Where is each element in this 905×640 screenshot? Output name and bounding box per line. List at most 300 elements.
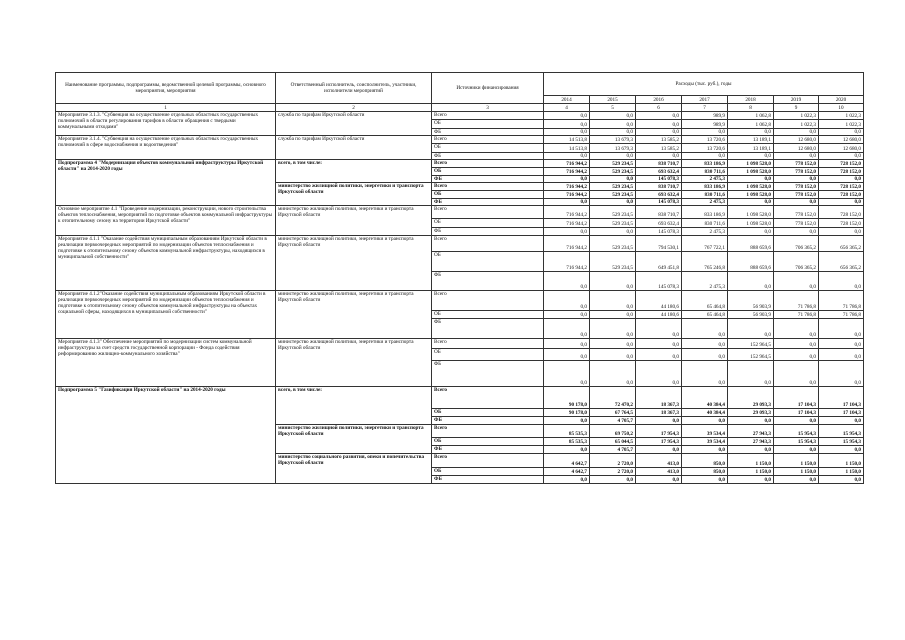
value-cell: 830 711,6 [682,191,728,199]
funding-source-cell: ФБ [432,176,544,183]
value-cell: 0,0 [544,339,590,349]
value-cell: 39 534,4 [682,438,728,446]
value-cell: 39 534,4 [682,425,728,438]
value-cell: 12 680,0 [819,136,864,144]
column-index: 4 [544,104,590,112]
value-cell: 0,0 [590,339,636,349]
executor-cell: министерство жилищной политики, энергетики и транспорта Иркутской области [276,183,432,206]
funding-source-cell: Всего [432,206,544,219]
finance-table [55,72,864,484]
value-cell: 0,0 [544,199,590,206]
value-cell: 888 659,6 [728,236,774,252]
value-cell: 0,0 [590,361,636,387]
funding-source-cell: Всего [432,160,544,168]
value-cell: 2 720,0 [590,468,636,476]
value-cell: 0,0 [590,291,636,311]
program-name-cell: Мероприятие 4.1.3" Обеспечение мероприятий по модернизации систем коммунальной инфраструктуры за счет средств государственной корпорации - Фонда содействия реформированию жилищно-коммунального хозяйства" [56,339,276,387]
value-cell: 0,0 [590,199,636,206]
value-cell: 850,0 [682,468,728,476]
value-cell: 0,0 [728,476,774,484]
value-cell: 0,0 [819,446,864,454]
value-cell: 152 964,5 [728,349,774,361]
value-cell: 90 178,0 [544,387,590,409]
value-cell: 15 954,3 [819,438,864,446]
value-cell: 4 705,7 [590,446,636,454]
header-name: Наименование программы, подпрограммы, ведомственной целевой программы, основного мероприятия, мероприятия [56,73,276,104]
value-cell: 1 098 528,0 [728,191,774,199]
column-index: 5 [590,104,636,112]
value-cell: 0,0 [682,153,728,160]
value-cell: 1 150,0 [728,468,774,476]
value-cell: 18 367,3 [636,387,682,409]
value-cell: 0,0 [774,176,819,183]
value-cell: 71 786,8 [774,291,819,311]
value-cell: 1 150,0 [819,454,864,468]
executor-cell: министерство жилищной политики, энергетики и транспорта Иркутской области [276,291,432,339]
program-name-cell: Основное мероприятие 4.1 "Проведение модернизации, реконструкции, нового строительства объектов теплоснабжения, мероприятий по подготовке объектов коммунальной инфраструктуры к отопительному сезону на территории Иркутской области" [56,206,276,236]
funding-source-cell: Всего [432,339,544,349]
value-cell: 0,0 [544,319,590,339]
value-cell: 0,0 [544,176,590,183]
funding-source-cell: Всего [432,112,544,120]
funding-source-cell: ФБ [432,417,544,425]
funding-source-cell: ФБ [432,361,544,387]
funding-source-cell: Всего [432,236,544,252]
funding-source-cell: ФБ [432,476,544,484]
value-cell: 706 365,2 [774,252,819,272]
value-cell: 0,0 [682,476,728,484]
funding-source-cell: Всего [432,291,544,311]
value-cell: 778 152,0 [774,191,819,199]
value-cell: 778 152,0 [774,160,819,168]
value-cell: 85 535,3 [544,425,590,438]
funding-source-cell: ОБ [432,219,544,228]
value-cell: 989,9 [682,120,728,129]
value-cell: 0,0 [819,153,864,160]
value-cell: 0,0 [728,417,774,425]
column-index: 10 [819,104,864,112]
value-cell: 656 365,2 [819,252,864,272]
value-cell: 0,0 [544,153,590,160]
value-cell: 0,0 [682,129,728,136]
funding-source-cell: ФБ [432,272,544,291]
value-cell: 0,0 [819,339,864,349]
value-cell: 17 104,3 [819,409,864,417]
value-cell: 0,0 [590,153,636,160]
executor-cell: министерство жилищной политики, энергетики и транспорта Иркутской области [276,425,432,454]
executor-cell: министерство жилищной политики, энергетики и транспорта Иркутской области [276,339,432,387]
value-cell: 13 585,2 [636,136,682,144]
value-cell: 716 944,2 [544,183,590,191]
value-cell: 0,0 [774,129,819,136]
value-cell: 1 150,0 [819,468,864,476]
value-cell: 693 632,4 [636,168,682,176]
value-cell: 12 680,0 [819,144,864,153]
value-cell: 0,0 [728,361,774,387]
value-cell: 529 234,5 [590,160,636,168]
value-cell: 0,0 [590,319,636,339]
value-cell: 833 186,9 [682,206,728,219]
value-cell: 767 722,1 [682,236,728,252]
value-cell: 716 944,2 [544,236,590,252]
value-cell: 17 104,3 [774,387,819,409]
value-cell: 0,0 [774,153,819,160]
value-cell: 649 451,8 [636,252,682,272]
value-cell: 145 078,3 [636,228,682,236]
program-name-cell: Мероприятие 4.1.2"Оказание содействия муниципальным образованиям Иркутской области в реализации первоочередных мероприятий по модернизации объектов теплоснабжения и подготовке к отопительному сезону объектов коммунальной инфраструктуры на объектах социальной сферы, находящихся в муниципальной собственности" [56,291,276,339]
finance-table-sheet [55,72,863,484]
value-cell: 27 943,3 [728,425,774,438]
value-cell: 65 464,8 [682,311,728,319]
value-cell: 0,0 [774,349,819,361]
value-cell: 17 104,3 [819,387,864,409]
value-cell: 838 710,7 [636,160,682,168]
table-row [56,206,864,219]
value-cell: 1 098 528,0 [728,168,774,176]
header-year: 2016 [636,96,682,104]
value-cell: 13 679,3 [590,136,636,144]
value-cell: 728 152,0 [819,168,864,176]
value-cell: 1 062,8 [728,120,774,129]
value-cell: 706 365,2 [774,236,819,252]
value-cell: 65 464,8 [682,291,728,311]
executor-cell: министерство социального развития, опеки и попечительства Иркутской области [276,454,432,484]
value-cell: 0,0 [774,476,819,484]
value-cell: 0,0 [544,291,590,311]
table-row [56,112,864,120]
value-cell: 693 632,4 [636,191,682,199]
funding-source-cell: ОБ [432,311,544,319]
funding-source-cell: ФБ [432,199,544,206]
funding-source-cell: ОБ [432,120,544,129]
column-index: 9 [774,104,819,112]
table-row [56,291,864,311]
value-cell: 716 944,2 [544,191,590,199]
value-cell: 0,0 [728,228,774,236]
executor-cell: служба по тарифам Иркутской области [276,112,432,136]
value-cell: 0,0 [544,112,590,120]
value-cell: 17 954,3 [636,425,682,438]
value-cell: 728 152,0 [819,219,864,228]
funding-source-cell: ФБ [432,129,544,136]
value-cell: 888 659,6 [728,252,774,272]
value-cell: 529 234,5 [590,206,636,219]
value-cell: 0,0 [544,476,590,484]
value-cell: 0,0 [774,228,819,236]
value-cell: 794 530,1 [636,236,682,252]
executor-cell: министерство жилищной политики, энергетики и транспорта Иркутской области [276,236,432,291]
value-cell: 0,0 [636,319,682,339]
value-cell: 65 044,5 [590,438,636,446]
value-cell: 656 365,2 [819,236,864,252]
value-cell: 0,0 [819,228,864,236]
program-name-cell: Мероприятие 4.1.1 "Оказание содействия муниципальным образованиям Иркутской области в реализации первоочередных мероприятий по модернизации объектов теплоснабжения и подготовке к отопительному сезону объектов коммунальной инфраструктуры, находящихся в муниципальной собственности" [56,236,276,291]
value-cell: 44 180,6 [636,311,682,319]
value-cell: 728 152,0 [819,206,864,219]
column-index: 6 [636,104,682,112]
value-cell: 67 764,5 [590,409,636,417]
value-cell: 1 098 528,0 [728,219,774,228]
value-cell: 72 470,2 [590,387,636,409]
value-cell: 145 078,3 [636,176,682,183]
column-index: 1 [56,104,276,112]
value-cell: 152 964,5 [728,339,774,349]
value-cell: 1 098 528,0 [728,160,774,168]
executor-cell: служба по тарифам Иркутской области [276,136,432,160]
value-cell: 17 954,3 [636,438,682,446]
funding-source-cell: ОБ [432,468,544,476]
value-cell: 0,0 [774,417,819,425]
value-cell: 693 632,4 [636,219,682,228]
value-cell: 0,0 [819,319,864,339]
value-cell: 4 642,7 [544,454,590,468]
value-cell: 778 152,0 [774,183,819,191]
value-cell: 15 954,3 [774,438,819,446]
header-year: 2017 [682,96,728,104]
value-cell: 716 944,2 [544,168,590,176]
program-name-cell: Подпрограмма 5 "Газификация Иркутской области" на 2014-2020 годы [56,387,276,484]
value-cell: 1 150,0 [774,454,819,468]
value-cell: 0,0 [774,446,819,454]
value-cell: 40 384,4 [682,409,728,417]
value-cell: 830 711,6 [682,168,728,176]
value-cell: 4 705,7 [590,417,636,425]
funding-source-cell: ФБ [432,446,544,454]
value-cell: 413,0 [636,468,682,476]
header-year: 2015 [590,96,636,104]
value-cell: 0,0 [636,339,682,349]
value-cell: 0,0 [819,199,864,206]
value-cell: 0,0 [636,476,682,484]
funding-source-cell: Всего [432,387,544,409]
column-index: 7 [682,104,728,112]
funding-source-cell: ФБ [432,319,544,339]
column-index: 2 [276,104,432,112]
value-cell: 71 786,8 [819,311,864,319]
value-cell: 0,0 [728,272,774,291]
value-cell: 2 475,3 [682,199,728,206]
value-cell: 0,0 [819,361,864,387]
value-cell: 0,0 [819,476,864,484]
value-cell: 0,0 [774,272,819,291]
funding-source-cell: ОБ [432,191,544,199]
value-cell: 69 750,2 [590,425,636,438]
funding-source-cell: ОБ [432,144,544,153]
executor-cell: министерство жилищной политики, энергетики и транспорта Иркутской области [276,206,432,236]
value-cell: 27 943,3 [728,438,774,446]
value-cell: 0,0 [544,417,590,425]
header-year: 2014 [544,96,590,104]
value-cell: 716 944,2 [544,160,590,168]
value-cell: 728 152,0 [819,160,864,168]
value-cell: 0,0 [682,339,728,349]
value-cell: 0,0 [819,349,864,361]
value-cell: 0,0 [728,199,774,206]
column-index: 8 [728,104,774,112]
header-year: 2020 [819,96,864,104]
value-cell: 2 475,3 [682,272,728,291]
value-cell: 778 152,0 [774,168,819,176]
header-source: Источники финансирования [432,73,544,104]
value-cell: 2 720,0 [590,454,636,468]
value-cell: 850,0 [682,454,728,468]
value-cell: 29 093,3 [728,387,774,409]
value-cell: 0,0 [544,272,590,291]
value-cell: 0,0 [774,339,819,349]
value-cell: 0,0 [590,311,636,319]
value-cell: 0,0 [774,361,819,387]
value-cell: 0,0 [590,120,636,129]
value-cell: 0,0 [590,112,636,120]
value-cell: 17 104,3 [774,409,819,417]
value-cell: 0,0 [544,349,590,361]
value-cell: 85 535,3 [544,438,590,446]
table-row [56,136,864,144]
program-name-cell: Подпрограмма 4 "Модернизация объектов коммунальной инфраструктуры Иркутской области" на 2014-2020 годы [56,160,276,206]
value-cell: 1 098 528,0 [728,206,774,219]
funding-source-cell: Всего [432,425,544,438]
value-cell: 90 178,0 [544,409,590,417]
funding-source-cell: Всего [432,136,544,144]
program-name-cell: Мероприятие 3.1.3. "Субвенция на осуществление отдельных областных государственных полномочий в области регулирования тарифов в области обращения с твердыми коммунальными отходами" [56,112,276,136]
header-expenses: Расходы (тыс. руб.), годы [544,73,864,96]
value-cell: 15 954,3 [819,425,864,438]
value-cell: 1 062,8 [728,112,774,120]
value-cell: 0,0 [544,120,590,129]
value-cell: 1 022,3 [774,120,819,129]
value-cell: 0,0 [590,129,636,136]
executor-cell: всего, в том числе: [276,160,432,183]
value-cell: 1 022,3 [819,120,864,129]
value-cell: 529 234,5 [590,236,636,252]
value-cell: 13 189,1 [728,136,774,144]
value-cell: 71 786,8 [774,311,819,319]
value-cell: 18 367,3 [636,409,682,417]
value-cell: 765 246,8 [682,252,728,272]
value-cell: 0,0 [728,129,774,136]
value-cell: 1 022,3 [819,112,864,120]
value-cell: 0,0 [728,176,774,183]
funding-source-cell: Всего [432,183,544,191]
value-cell: 29 093,3 [728,409,774,417]
table-row [56,339,864,349]
value-cell: 833 186,9 [682,160,728,168]
value-cell: 1 150,0 [728,454,774,468]
value-cell: 0,0 [544,228,590,236]
header-executor: Ответственный исполнитель, соисполнитель, участники, исполнители мероприятий [276,73,432,104]
funding-source-cell: ОБ [432,409,544,417]
value-cell: 529 234,5 [590,183,636,191]
value-cell: 0,0 [636,120,682,129]
value-cell: 529 234,5 [590,168,636,176]
funding-source-cell: ФБ [432,153,544,160]
value-cell: 145 078,3 [636,272,682,291]
value-cell: 71 786,8 [819,291,864,311]
value-cell: 13 585,2 [636,144,682,153]
value-cell: 13 720,6 [682,144,728,153]
value-cell: 0,0 [544,446,590,454]
value-cell: 716 944,2 [544,252,590,272]
value-cell: 0,0 [544,361,590,387]
value-cell: 0,0 [636,417,682,425]
value-cell: 778 152,0 [774,219,819,228]
table-row [56,236,864,252]
value-cell: 0,0 [682,417,728,425]
value-cell: 833 186,9 [682,183,728,191]
value-cell: 12 680,0 [774,136,819,144]
value-cell: 728 152,0 [819,191,864,199]
value-cell: 529 234,5 [590,252,636,272]
value-cell: 0,0 [590,272,636,291]
value-cell: 13 189,1 [728,144,774,153]
funding-source-cell: Всего [432,454,544,468]
value-cell: 44 180,6 [636,291,682,311]
header-year: 2019 [774,96,819,104]
value-cell: 0,0 [590,349,636,361]
value-cell: 0,0 [544,129,590,136]
value-cell: 0,0 [636,153,682,160]
value-cell: 0,0 [819,176,864,183]
value-cell: 2 475,3 [682,228,728,236]
value-cell: 529 234,5 [590,219,636,228]
value-cell: 56 903,9 [728,291,774,311]
value-cell: 1 098 528,0 [728,183,774,191]
value-cell: 838 710,7 [636,183,682,191]
value-cell: 0,0 [636,349,682,361]
table-row [56,387,864,409]
value-cell: 0,0 [590,228,636,236]
value-cell: 838 710,7 [636,206,682,219]
value-cell: 529 234,5 [590,191,636,199]
value-cell: 0,0 [636,446,682,454]
column-index: 3 [432,104,544,112]
value-cell: 14 513,8 [544,136,590,144]
value-cell: 0,0 [774,199,819,206]
value-cell: 4 642,7 [544,468,590,476]
value-cell: 778 152,0 [774,206,819,219]
header-year: 2018 [728,96,774,104]
funding-source-cell: ФБ [432,228,544,236]
value-cell: 2 475,3 [682,176,728,183]
value-cell: 0,0 [636,361,682,387]
value-cell: 0,0 [682,361,728,387]
funding-source-cell: ОБ [432,168,544,176]
value-cell: 0,0 [728,319,774,339]
value-cell: 13 720,6 [682,136,728,144]
value-cell: 413,0 [636,454,682,468]
value-cell: 716 944,2 [544,206,590,219]
funding-source-cell: ОБ [432,349,544,361]
value-cell: 0,0 [819,272,864,291]
value-cell: 989,9 [682,112,728,120]
value-cell: 716 944,2 [544,219,590,228]
table-row [56,160,864,168]
value-cell: 0,0 [636,129,682,136]
value-cell: 0,0 [682,319,728,339]
value-cell: 830 711,6 [682,219,728,228]
value-cell: 0,0 [590,176,636,183]
program-name-cell: Мероприятие 3.1.4. "Субвенция на осуществление отдельных областных государственных полномочий в сфере водоснабжения и водоотведения" [56,136,276,160]
value-cell: 0,0 [682,446,728,454]
value-cell: 728 152,0 [819,183,864,191]
value-cell: 0,0 [544,311,590,319]
value-cell: 0,0 [774,319,819,339]
value-cell: 0,0 [590,476,636,484]
value-cell: 56 903,9 [728,311,774,319]
value-cell: 145 078,3 [636,199,682,206]
value-cell: 0,0 [728,446,774,454]
funding-source-cell: ОБ [432,438,544,446]
